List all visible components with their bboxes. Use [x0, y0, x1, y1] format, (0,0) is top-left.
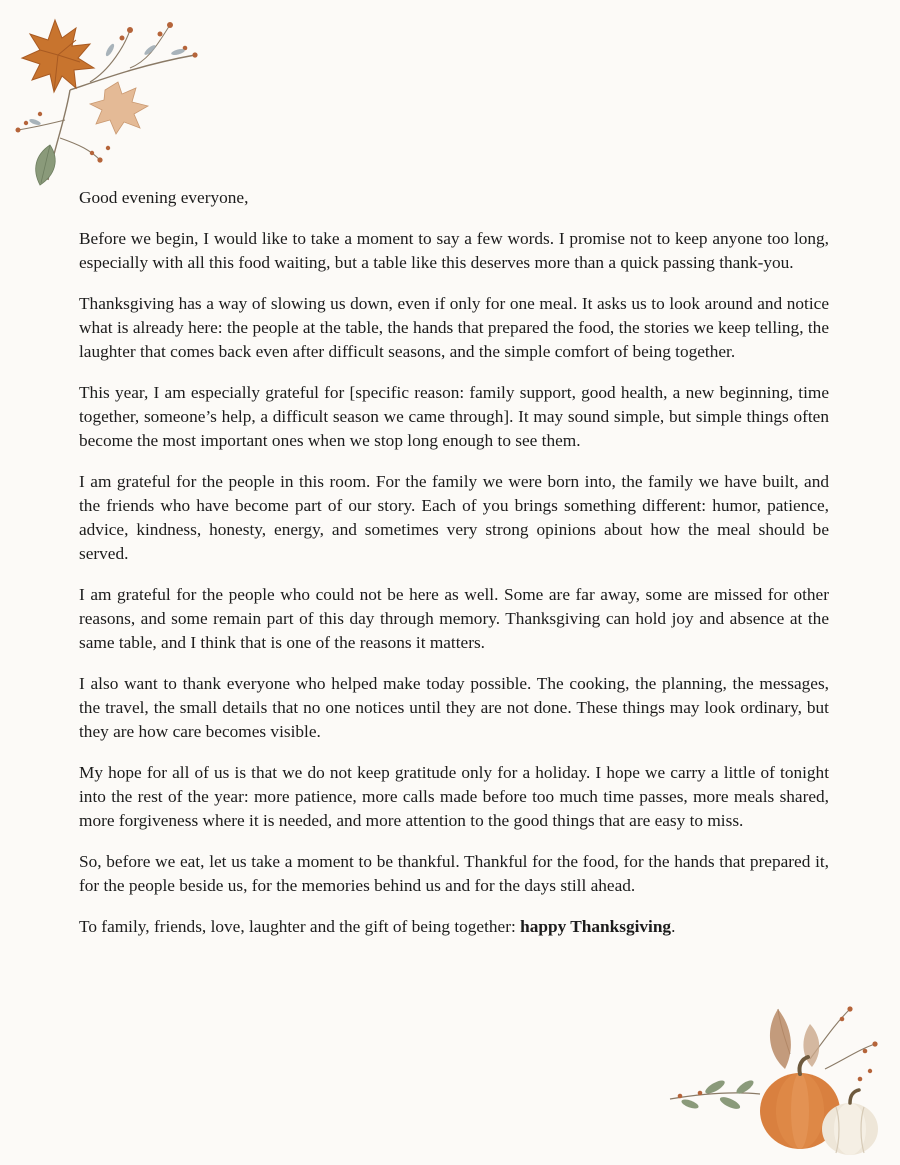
closing-text: To family, friends, love, laughter and the gift of being together:: [79, 917, 521, 936]
letter-body: [79, 186, 829, 956]
paragraph-4: I am grateful for the people in this room. For the family we were born into, the family we have built, and the friends who have become part of our story. Each of you brings something different: humor, patience, advice, kindness, honesty, energy, and sometimes very strong opinions about how the meal should be served.: [79, 472, 829, 563]
closing-bold: happy Thanksgiving: [520, 917, 672, 936]
paragraph-1: Before we begin, I would like to take a moment to say a few words. I promise not to keep anyone too long, especially with all this food waiting, but a table like this deserves more than a quick passing thank-you.: [79, 229, 829, 272]
autumn-maple-leaves-icon: [10, 10, 210, 190]
pumpkins-and-leaves-icon: [660, 999, 890, 1159]
paragraph-3: This year, I am especially grateful for [specific reason: family support, good health, a new beginning, time together, someone’s help, a difficult season we came through]. It may sound simple, but simple things often become the most important ones when we stop long enough to see them.: [79, 383, 829, 450]
closing-end: .: [671, 917, 676, 936]
greeting: Good evening everyone,: [79, 188, 249, 207]
paragraph-7: My hope for all of us is that we do not keep gratitude only for a holiday. I hope we carry a little of tonight into the rest of the year: more patience, more calls made before too much time passes, more meals shared, more forgiveness where it is needed, and more attention to the good things that are easy to miss.: [79, 763, 829, 830]
closing-line: [79, 915, 829, 939]
paragraph-6: I also want to thank everyone who helped make today possible. The cooking, the planning, the messages, the travel, the small details that no one notices until they are not done. These things may look ordinary, but they are how care becomes visible.: [79, 674, 829, 741]
paragraph-8: So, before we eat, let us take a moment to be thankful. Thankful for the food, for the hands that prepared it, for the people beside us, for the memories behind us and for the days still ahead.: [79, 852, 829, 895]
paragraph-2: Thanksgiving has a way of slowing us down, even if only for one meal. It asks us to look around and notice what is already here: the people at the table, the hands that prepared the food, the stories we keep telling, the laughter that comes back even after difficult seasons, and the simple comfort of being together.: [79, 294, 829, 361]
paragraph-5: I am grateful for the people who could not be here as well. Some are far away, some are missed for other reasons, and some remain part of this day through memory. Thanksgiving can hold joy and absence at the same table, and I think that is one of the reasons it matters.: [79, 585, 829, 652]
